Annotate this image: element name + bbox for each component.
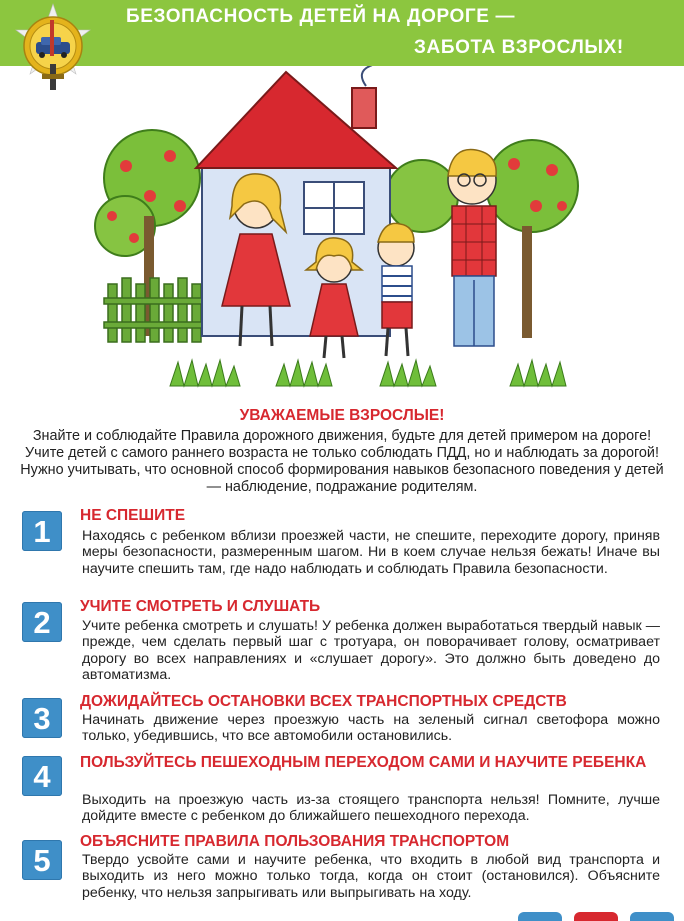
intro-heading: УВАЖАЕМЫЕ ВЗРОСЛЫЕ! bbox=[239, 407, 445, 424]
rule-text: Выходить на проезжую часть из-за стоящего транспорта нельзя! Помните, лучше дойдите вместе с ребенком до ближайшего пешеходного перехода. bbox=[82, 792, 660, 825]
title-line-1: БЕЗОПАСНОСТЬ ДЕТЕЙ НА ДОРОГЕ — bbox=[126, 6, 516, 27]
rule-number-badge: 1 bbox=[22, 511, 62, 551]
traffic-police-emblem-icon bbox=[10, 2, 96, 96]
rule-title: УЧИТЕ СМОТРЕТЬ И СЛУШАТЬ bbox=[80, 598, 321, 615]
rule-title: ОБЪЯСНИТЕ ПРАВИЛА ПОЛЬЗОВАНИЯ ТРАНСПОРТОМ bbox=[80, 833, 510, 850]
rule-item-1 bbox=[22, 507, 662, 601]
family-house-illustration-icon bbox=[90, 66, 610, 404]
rule-title: ДОЖИДАЙТЕСЬ ОСТАНОВКИ ВСЕХ ТРАНСПОРТНЫХ СРЕДСТВ bbox=[80, 693, 567, 710]
blue-sign-icon bbox=[630, 912, 674, 921]
rule-number-badge: 4 bbox=[22, 756, 62, 796]
red-sign-icon bbox=[574, 912, 618, 921]
rule-text: Находясь с ребенком вблизи проезжей части, не спешите, переходите дорогу, приняв меры безопасности, размеренным шагом. Ни в коем случае нельзя бежать! Иначе вы научите спешить там, где надо наблюдать и соблюдать Правила безопасности. bbox=[82, 528, 660, 577]
rule-text: Твердо усвойте сами и научите ребенка, что входить в любой вид транспорта и выходить из него можно только тогда, когда он стоит (остановился). Объясните ребенку, что нельзя запрыгивать или выпрыгивать на ходу. bbox=[82, 852, 660, 901]
rule-text: Учите ребенка смотреть и слушать! У ребенка должен выработаться твердый навык — прежде, чем сделать первый шаг с тротуара, он поворачивает голову, осматривает дорогу во всех направлениях и «слушает дорогу». Это должно быть доведено до автоматизма. bbox=[82, 618, 660, 684]
blue-sign-icon bbox=[518, 912, 562, 921]
rule-number-badge: 5 bbox=[22, 840, 62, 880]
bottom-decorative-icons bbox=[518, 912, 684, 921]
rule-item-4 bbox=[22, 754, 662, 834]
title-line-2: ЗАБОТА ВЗРОСЛЫХ! bbox=[414, 37, 624, 58]
rule-number-badge: 3 bbox=[22, 698, 62, 738]
intro-text: Знайте и соблюдайте Правила дорожного движения, будьте для детей примером на дороге! Учите детей с самого раннего возраста не только соблюдать ПДД, но и наблюдать за дорогой! Нужно учитывать, что основной способ формирования навыков безопасного поведения у детей — наблюдение, подражание родителям. bbox=[20, 428, 664, 495]
rule-title: ПОЛЬЗУЙТЕСЬ ПЕШЕХОДНЫМ ПЕРЕХОДОМ САМИ И НАУЧИТЕ РЕБЕНКА bbox=[80, 754, 647, 771]
rule-number-badge: 2 bbox=[22, 602, 62, 642]
header-banner bbox=[0, 0, 684, 66]
rule-item-2 bbox=[22, 598, 662, 692]
rule-item-5 bbox=[22, 833, 662, 920]
rule-title: НЕ СПЕШИТЕ bbox=[80, 507, 186, 524]
rule-item-3 bbox=[22, 694, 662, 750]
rule-text: Начинать движение через проезжую часть на зеленый сигнал светофора можно только, убедившись, что все автомобили остановились. bbox=[82, 712, 660, 745]
